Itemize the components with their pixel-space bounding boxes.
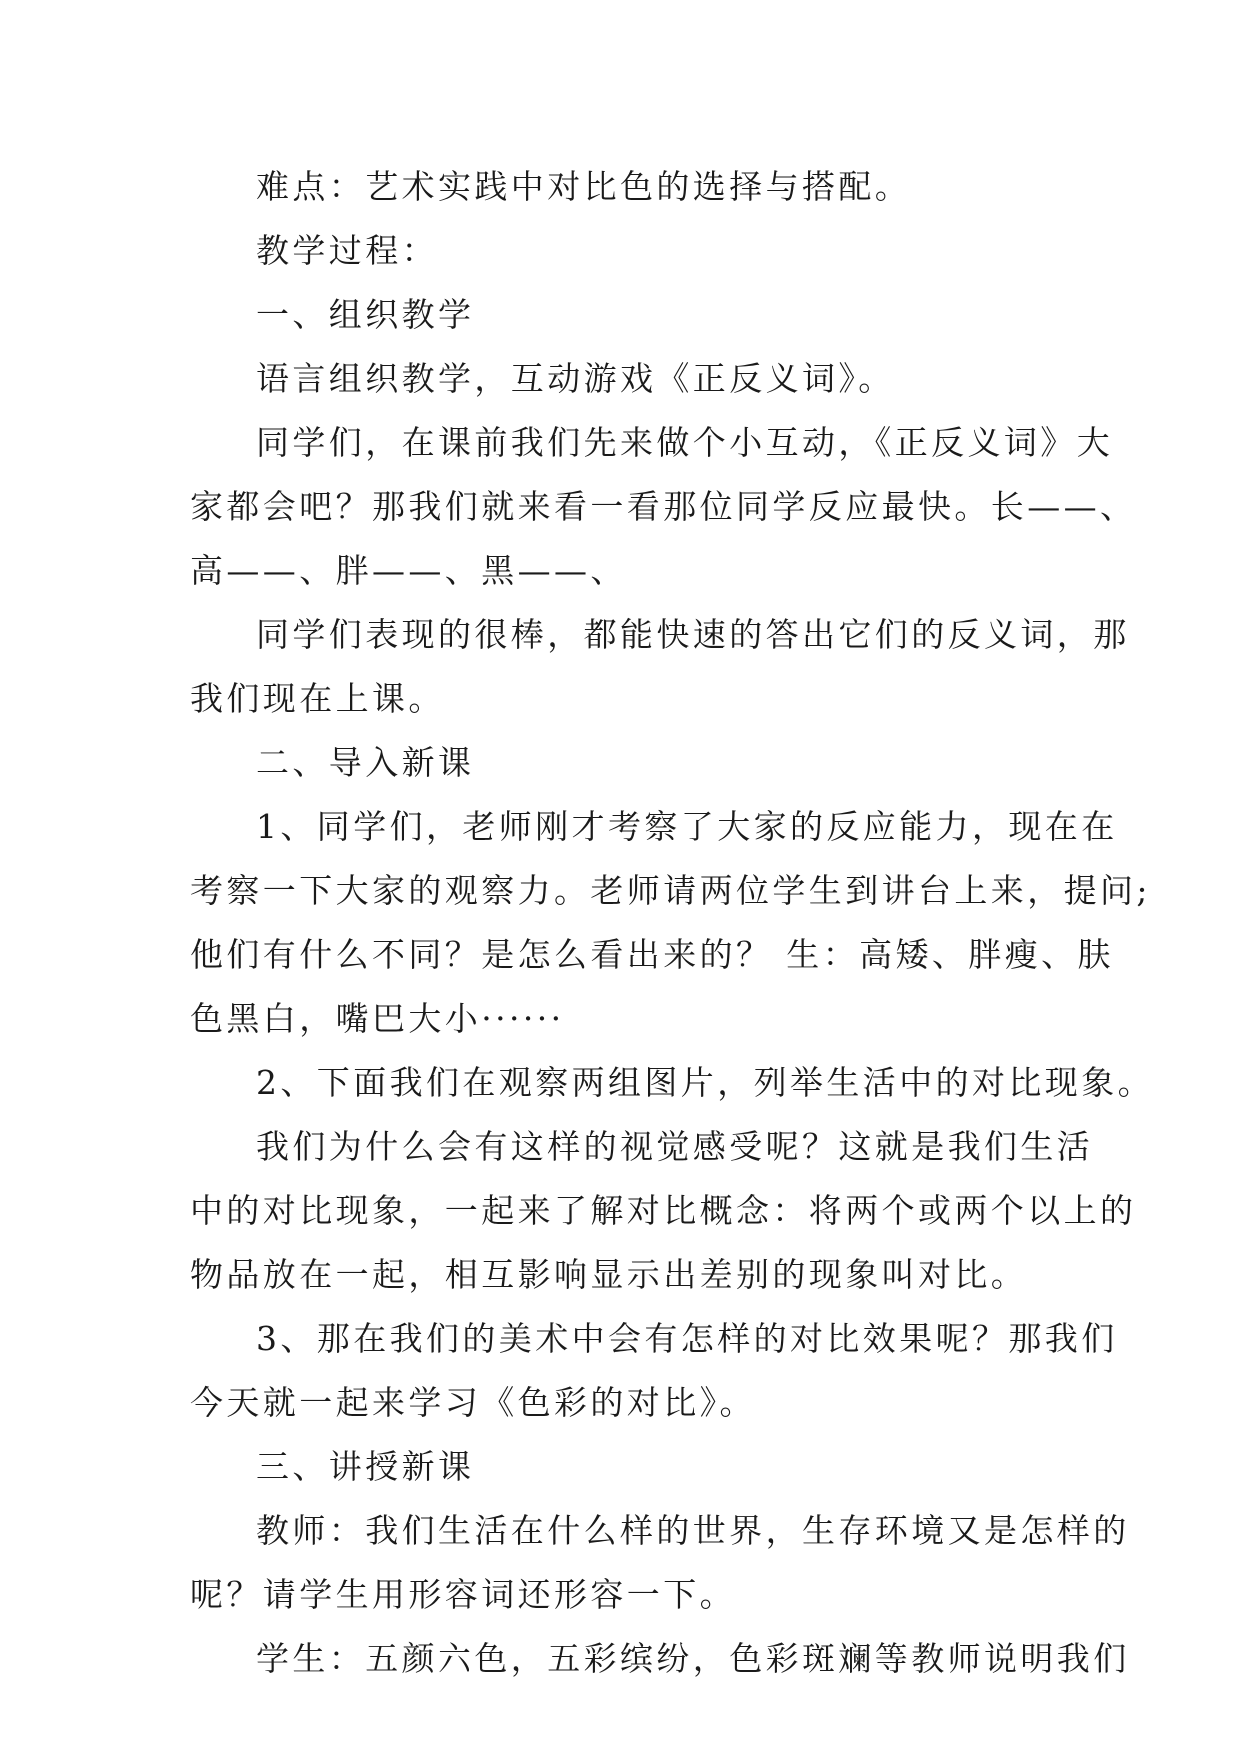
paragraph-line: 1、同学们，老师刚才考察了大家的反应能力，现在在 (256, 807, 1118, 846)
paragraph-line: 教师：我们生活在什么样的世界，生存环境又是怎样的 (256, 1511, 1130, 1550)
paragraph-line: 家都会吧？那我们就来看一看那位同学反应最快。长——、 (190, 487, 1137, 526)
paragraph-line: 呢？请学生用形容词还形容一下。 (190, 1575, 736, 1614)
document-body (190, 155, 1154, 1691)
paragraph-line: 语言组织教学，互动游戏《正反义词》。 (256, 359, 895, 398)
paragraph-line: 3、那在我们的美术中会有怎样的对比效果呢？那我们 (256, 1319, 1118, 1358)
paragraph-line: 我们为什么会有这样的视觉感受呢？这就是我们生活 (256, 1127, 1094, 1166)
paragraph-line: 高——、胖——、黑——、 (190, 551, 627, 590)
paragraph-line: 2、下面我们在观察两组图片，列举生活中的对比现象。 (256, 1063, 1154, 1102)
paragraph-line: 学生：五颜六色，五彩缤纷，色彩斑斓等教师说明我们 (256, 1639, 1130, 1678)
paragraph-line: 难点：艺术实践中对比色的选择与搭配。 (256, 167, 912, 206)
paragraph-line: 同学们表现的很棒，都能快速的答出它们的反义词，那 (256, 615, 1130, 654)
paragraph-line: 教学过程： (256, 231, 438, 270)
section-heading: 二、导入新课 (256, 743, 475, 782)
paragraph-line: 物品放在一起，相互影响显示出差别的现象叫对比。 (190, 1255, 1028, 1294)
paragraph-line: 同学们，在课前我们先来做个小互动，《正反义词》大 (256, 423, 1114, 462)
paragraph-line: 考察一下大家的观察力。老师请两位学生到讲台上来，提问; (190, 871, 1151, 910)
section-heading: 三、讲授新课 (256, 1447, 475, 1486)
paragraph-line: 他们有什么不同？是怎么看出来的？ 生：高矮、胖瘦、肤 (190, 935, 1114, 974)
section-heading: 一、组织教学 (256, 295, 475, 334)
paragraph-line: 今天就一起来学习《色彩的对比》。 (190, 1383, 756, 1422)
paragraph-line: 色黑白，嘴巴大小······ (190, 999, 565, 1038)
paragraph-line: 我们现在上课。 (190, 679, 445, 718)
paragraph-line: 中的对比现象，一起来了解对比概念：将两个或两个以上的 (190, 1191, 1137, 1230)
